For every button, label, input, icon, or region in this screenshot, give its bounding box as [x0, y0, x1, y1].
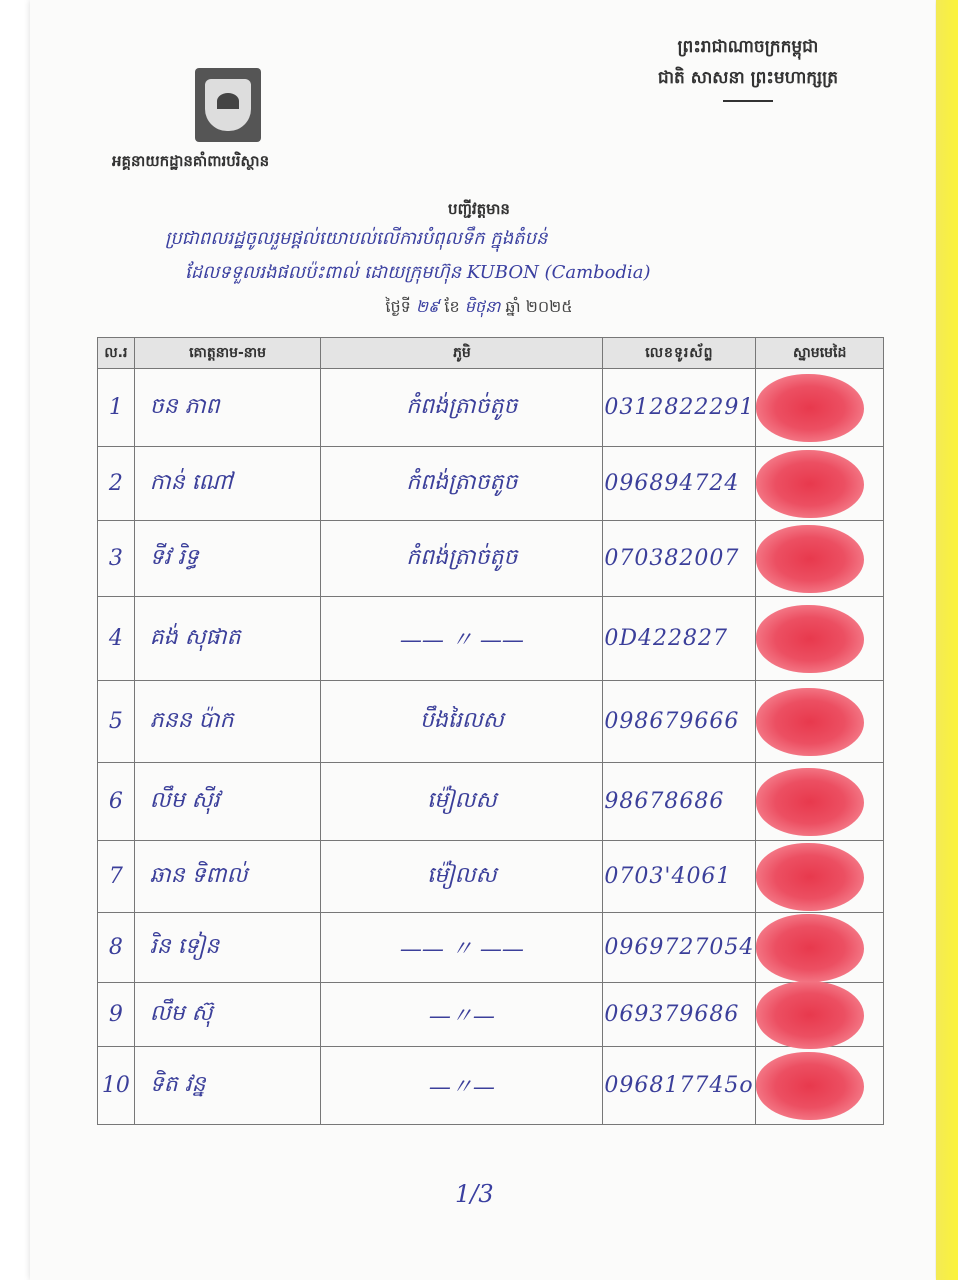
row-name: ចន ភាព: [149, 393, 220, 419]
row-number: 10: [101, 1073, 130, 1098]
header-village: ភូមិ: [321, 338, 603, 369]
row-name: លឹម ស៊ីវ: [149, 787, 220, 813]
table-row: [98, 763, 884, 841]
table-header-row: [98, 338, 884, 369]
document-date: [0, 296, 958, 320]
header-thumbprint: ស្នាមមេដៃ: [756, 338, 884, 369]
thumbprint-stamp: [756, 843, 864, 911]
thumbprint-stamp: [756, 605, 864, 673]
header-number: ល.រ: [98, 338, 135, 369]
row-phone: 070382007: [604, 546, 740, 571]
row-name: គង់ សុផាត: [149, 624, 241, 650]
table-row: [98, 841, 884, 913]
ministry-logo: [195, 68, 261, 142]
table-row: [98, 1047, 884, 1125]
table-row: [98, 681, 884, 763]
row-village: ម៉ៀលស: [427, 862, 497, 888]
yellow-page-edge: [936, 0, 958, 1280]
department-name: អគ្គនាយកដ្ឋានគាំពារបរិស្ថាន: [112, 152, 270, 170]
date-year: ២០២៥: [525, 297, 573, 316]
row-village: —— 〃 ——: [399, 937, 524, 962]
row-number: 2: [108, 471, 123, 496]
row-name: ទិត វន្ន: [149, 1071, 206, 1097]
thumbprint-stamp: [756, 525, 864, 593]
header-phone: លេខទូរស័ព្ទ: [603, 338, 756, 369]
row-number: 6: [108, 789, 123, 814]
kingdom-motto: [658, 36, 838, 102]
row-name: ឆាន ទិពាល់: [149, 862, 248, 888]
kingdom-line-1: ព្រះរាជាណាចក្រកម្ពុជា: [677, 37, 819, 57]
table-row: [98, 913, 884, 983]
page-number: 1/3: [455, 1180, 494, 1208]
row-name: កាន់ ណៅ: [149, 469, 233, 495]
thumbprint-stamp: [756, 1052, 864, 1120]
row-phone: 98678686: [604, 789, 725, 814]
thumbprint-stamp: [756, 374, 864, 442]
row-number: 1: [108, 395, 123, 420]
row-village: កំពង់ត្រាច់តូច: [406, 393, 518, 419]
shield-icon: [205, 79, 251, 131]
date-month-prefix: ខែ: [444, 297, 460, 316]
row-phone: 0312822291: [604, 395, 755, 420]
header-name: គោត្តនាម-នាម: [134, 338, 321, 369]
subtitle-line-2: ដែលទទួលរងផលប៉ះពាល់ ដោយក្រុមហ៊ុន KUBON (Cambodia): [185, 262, 651, 283]
table-row: [98, 369, 884, 447]
row-phone: 0703'4061: [604, 864, 732, 889]
date-year-prefix: ឆ្នាំ: [505, 297, 521, 316]
row-number: 5: [108, 709, 123, 734]
row-village: បឹងរៃលស: [419, 707, 504, 733]
date-month: មិថុនា: [464, 297, 501, 316]
row-phone: 069379686: [604, 1002, 740, 1027]
row-village: ម៉ៀលស: [427, 787, 497, 813]
table-row: [98, 597, 884, 681]
row-village: កំពង់ត្រាច់តូច: [406, 544, 518, 570]
row-number: 7: [108, 864, 123, 889]
thumbprint-stamp: [756, 981, 864, 1049]
row-phone: 098679666: [604, 709, 740, 734]
row-name: លឹម ស៊ុ: [149, 1000, 213, 1026]
table-row: [98, 983, 884, 1047]
decorative-divider: [723, 100, 773, 102]
date-day: ២៩: [415, 297, 440, 316]
thumbprint-stamp: [756, 688, 864, 756]
row-name: ភនន ប៉ាក: [149, 707, 234, 733]
row-number: 9: [108, 1002, 123, 1027]
thumbprint-stamp: [756, 768, 864, 836]
document-title: បញ្ជីវត្តមាន: [448, 200, 510, 218]
row-village: —〃—: [428, 1075, 495, 1100]
row-phone: 096817745o: [604, 1073, 754, 1098]
row-village: —— 〃 ——: [399, 628, 524, 653]
row-number: 3: [108, 546, 123, 571]
thumbprint-stamp: [756, 450, 864, 518]
row-village: កំពង់ត្រាចតូច: [406, 469, 518, 495]
row-number: 8: [108, 935, 123, 960]
table-row: [98, 447, 884, 521]
row-phone: 0D422827: [604, 626, 729, 651]
table-row: [98, 521, 884, 597]
kingdom-line-2: ជាតិ សាសនា ព្រះមហាក្សត្រ: [657, 68, 838, 88]
subtitle-line-1: ប្រជាពលរដ្ឋចូលរួមផ្ដល់យោបល់លើការបំពុលទឹក ក្នុងតំបន់: [165, 228, 548, 249]
row-phone: 096894724: [604, 471, 740, 496]
row-name: រិន ទៀន: [149, 933, 220, 959]
row-name: ទីវ រិទ្ធ: [149, 544, 199, 570]
thumbprint-stamp: [756, 914, 864, 982]
row-village: —〃—: [428, 1004, 495, 1029]
row-number: 4: [108, 626, 123, 651]
row-phone: 0969727054: [604, 935, 755, 960]
attendance-table: [97, 337, 884, 1125]
date-prefix: ថ្ងៃទី: [385, 297, 411, 316]
